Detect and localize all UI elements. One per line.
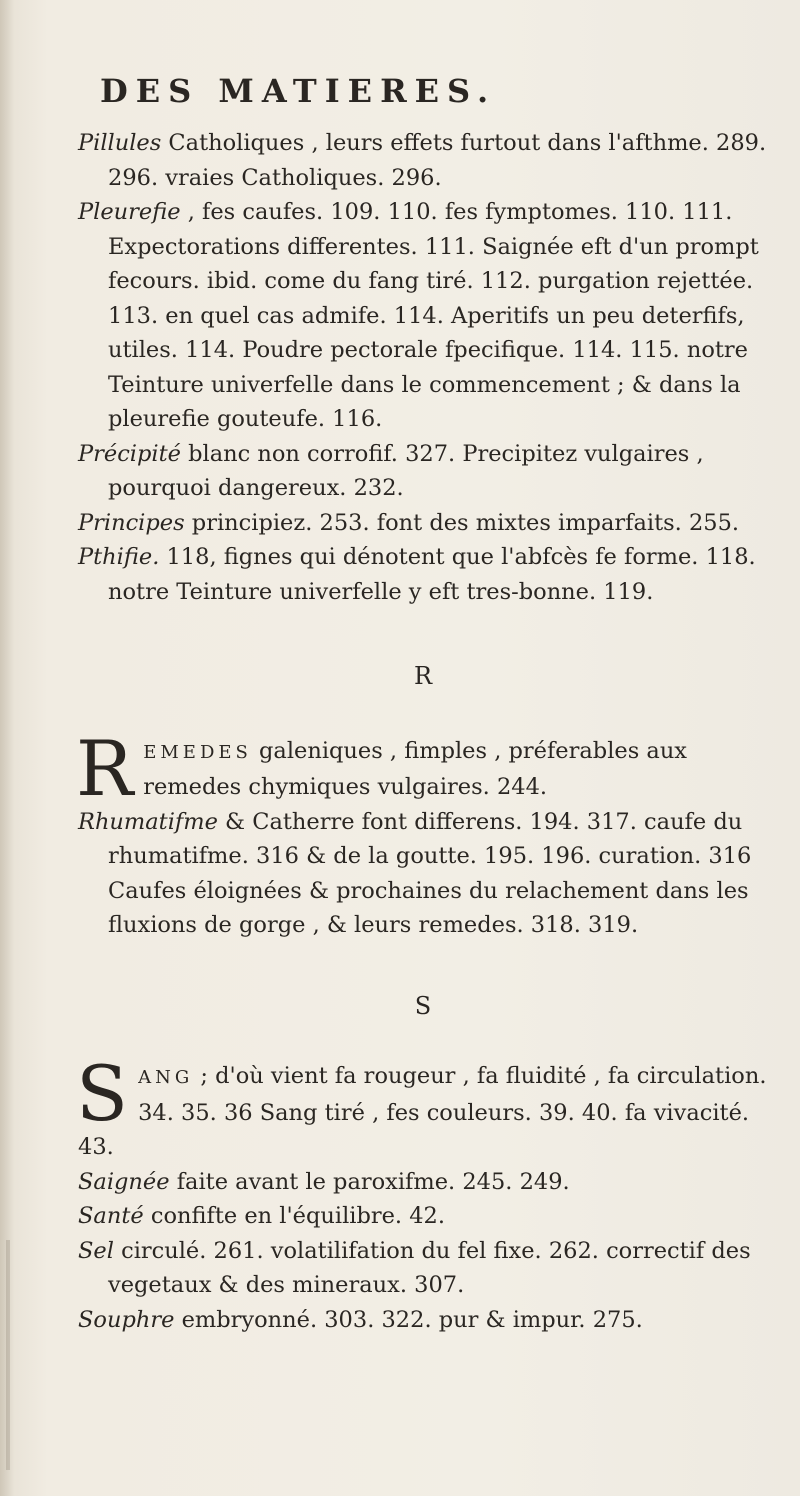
entry-term: Rhumatifme: [78, 808, 218, 835]
lead-entry-sang: [76, 1049, 768, 1165]
entry-term: Pillules: [78, 130, 162, 156]
entries-p: [78, 126, 768, 609]
dropcap-s: S: [76, 1049, 129, 1138]
entry-term: Sel: [78, 1237, 114, 1264]
entry-text: 118, fignes qui dénotent que l'abfcès fe forme. 118. notre Teinture univerfelle y eft tres-bonne. 119.: [108, 544, 756, 605]
index-entry: [78, 1303, 768, 1338]
edge-smudge: [6, 1240, 10, 1470]
index-entry: [78, 506, 768, 541]
entry-term: Souphre: [78, 1306, 175, 1333]
index-entry: [78, 1199, 768, 1234]
section-letter-r: R: [413, 662, 433, 690]
entry-text: embryonné. 303. 322. pur & impur. 275.: [174, 1306, 643, 1333]
entry-text: blanc non corrofif. 327. Precipitez vulgaires , pourquoi dangereux. 232.: [108, 440, 704, 501]
entry-text: faite avant le paroxifme. 245. 249.: [169, 1168, 570, 1195]
index-entry: [78, 1234, 768, 1303]
entries-s: [78, 1165, 768, 1338]
entry-term: Pleurefie: [78, 199, 181, 225]
entry-text: circulé. 261. volatilifation du fel fixe. 262. correctif des vegetaux & des mineraux. 307.: [108, 1237, 751, 1298]
lead-entry-remedes: [76, 723, 768, 813]
section-letter-s: S: [414, 991, 432, 1020]
index-entry: [78, 437, 768, 506]
index-entry: [78, 126, 768, 195]
index-entry: [78, 805, 768, 943]
index-text: [78, 126, 768, 1337]
entry-term: Pthifie.: [78, 544, 160, 570]
entries-r: [78, 805, 768, 943]
index-entry: [78, 1165, 768, 1200]
entry-text: confifte en l'équilibre. 42.: [143, 1203, 446, 1229]
lead-text-sang: ; d'où vient fa rougeur , fa fluidité , fa circulation. 34. 35. 36 Sang tiré , fes couleurs. 39. 40. fa vivacité. 43.: [78, 1063, 767, 1160]
index-entry: [78, 540, 768, 609]
entry-text: principiez. 253. font des mixtes imparfaits. 255.: [184, 509, 740, 536]
entry-text: Catholiques , leurs effets furtout dans l'afthme. 289. 296. vraies Catholiques. 296.: [108, 130, 767, 191]
lead-text-remedes: galeniques , fimples , préferables aux remedes chymiques vulgaires. 244.: [143, 737, 687, 800]
dropcap-r: R: [76, 723, 134, 813]
entry-text: & Catherre font differens. 194. 317. caufe du rhumatifme. 316 & de la goutte. 195. 196. curation. 316 Caufes éloignées & prochaines du relachement dans les fluxions de gorge , & leurs remedes. 318. 319.: [108, 808, 752, 938]
entry-term: Santé: [78, 1203, 144, 1229]
entry-term: Principes: [78, 509, 185, 536]
entry-term: Précipité: [78, 440, 181, 467]
entry-text: , fes caufes. 109. 110. fes fymptomes. 110. 111. Expectorations differentes. 111. Saignée eft d'un prompt fecours. ibid. come du fang tiré. 112. purgation rejettée. 113. en quel cas admife. 114. Aperitifs un peu deterfifs, utiles. 114. Poudre pectorale fpecifique. 114. 115. notre Teinture univerfelle dans le commencement ; & dans la pleurefie gouteufe. 116.: [108, 199, 759, 432]
lead-word-ang: ANG: [138, 1067, 194, 1088]
entry-term: Saignée: [78, 1168, 170, 1195]
running-head: DES MATIERES.: [100, 72, 497, 110]
lead-word-emedes: EMEDES: [143, 741, 252, 763]
index-entry: [78, 195, 768, 437]
